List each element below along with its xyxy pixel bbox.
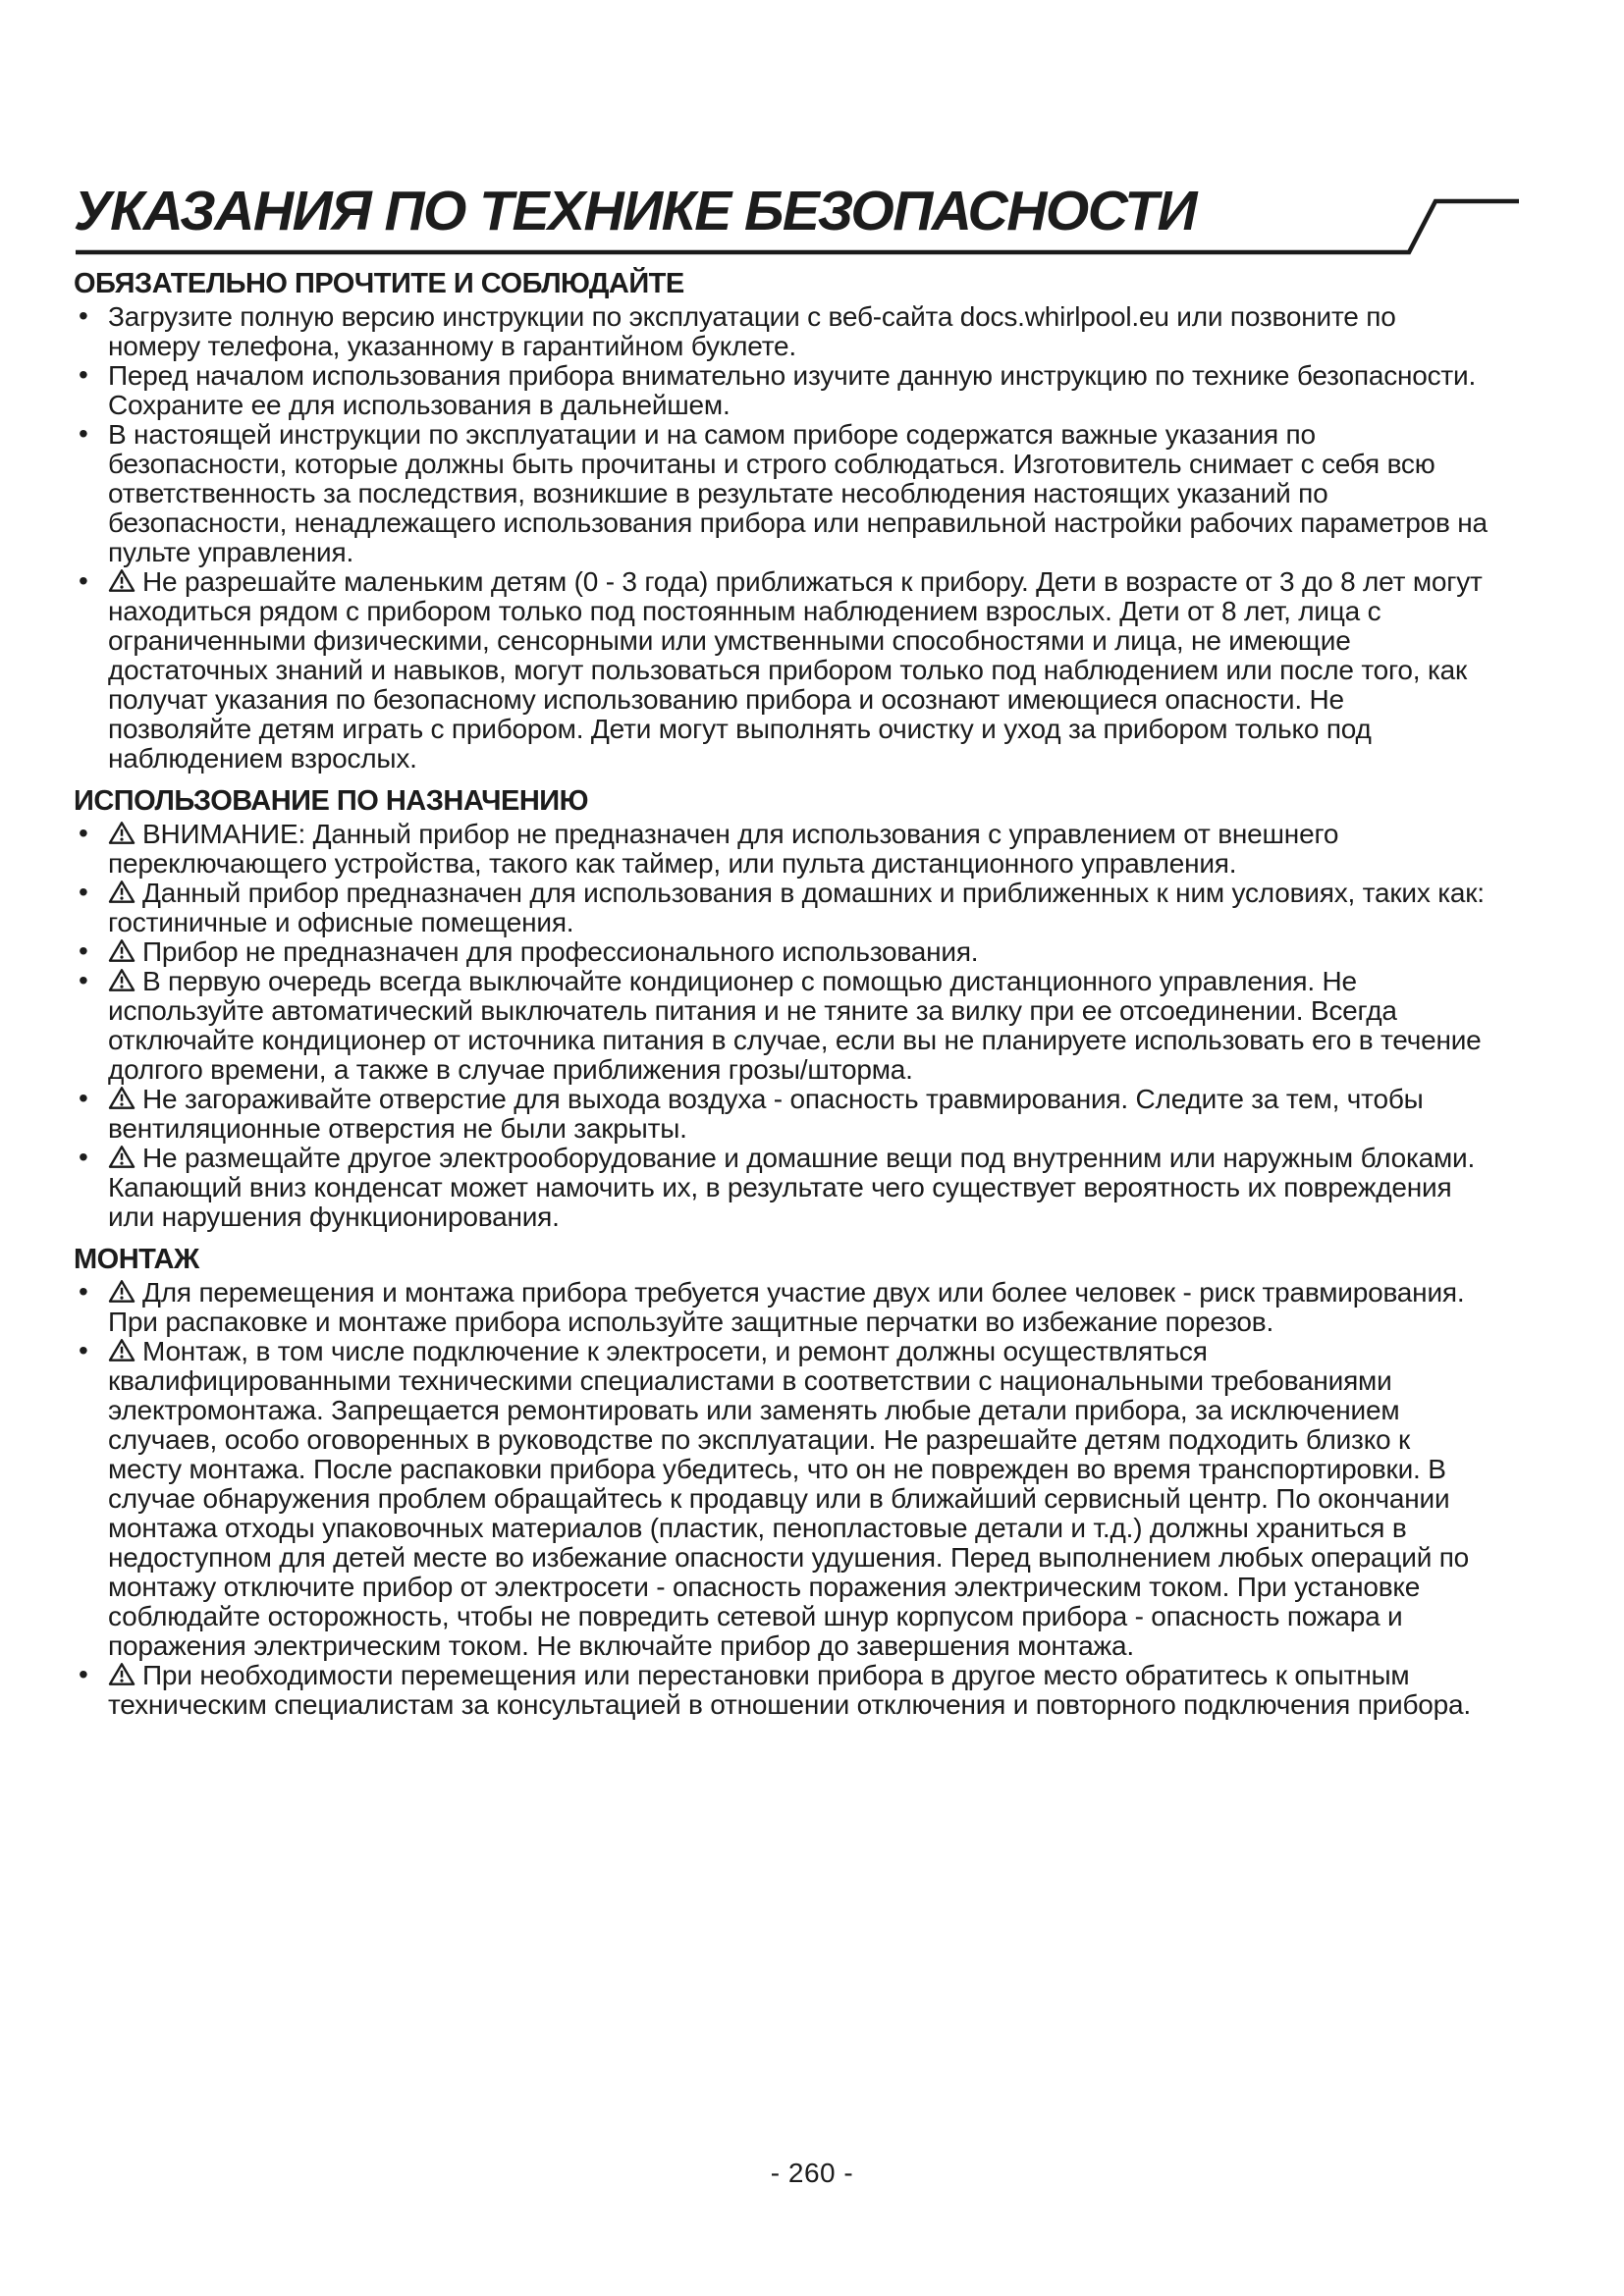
list-item <box>74 937 1488 967</box>
bullet-text: Не разрешайте маленьким детям (0 - 3 года) приближаться к прибору. Дети в возрасте от 3 до 8 лет могут находиться рядом с прибором только под постоянным наблюдением взрослых. Дети от 8 лет, лица с ограниченными физическими, сенсорными или умственными способностями и лица, не имеющие достаточных знаний и навыков, могут пользоваться прибором только под наблюдением или после того, как получат указания по безопасному использованию прибора и осознают имеющиеся опасности. Не позволяйте детям играть с прибором. Дети могут выполнять очистку и уход за прибором только под наблюдением взрослых. <box>108 566 1483 774</box>
list-item <box>74 879 1488 937</box>
bullet-text: Не загораживайте отверстие для выхода воздуха - опасность травмирования. Следите за тем, чтобы вентиляционные отверстия не были закрыты. <box>108 1084 1424 1144</box>
warning-icon <box>108 938 135 963</box>
list-item <box>74 1337 1488 1661</box>
warning-icon <box>108 1662 135 1686</box>
title-block <box>74 180 1488 260</box>
bullet-text: В первую очередь всегда выключайте кондиционер с помощью дистанционного управления. Не используйте автоматический выключатель питания и не тяните за вилку при ее отсоединении. Всегда отключайте кондиционер от источника питания в случае, если вы не планируете использовать его в течение долгого времени, а также в случае приближения грозы/шторма. <box>108 966 1482 1085</box>
bullet-list-intended-use <box>74 820 1488 1232</box>
bullet-text: Загрузите полную версию инструкции по эксплуатации с веб-сайта docs.whirlpool.eu или позвоните по номеру телефона, указанному в гарантийном буклете. <box>108 301 1396 361</box>
warning-icon <box>108 1145 135 1169</box>
page-number: - 260 - <box>770 2158 854 2188</box>
list-item <box>74 1144 1488 1232</box>
list-item <box>74 1278 1488 1337</box>
bullet-text: Перед началом использования прибора внимательно изучите данную инструкцию по технике безопасности. Сохраните ее для использования в дальнейшем. <box>108 360 1477 420</box>
bullet-text: Не размещайте другое электрооборудование и домашние вещи под внутренним или наружным блоками. Капающий вниз конденсат может намочить их, в результате чего существует вероятность их повреждения или нарушения функционирования. <box>108 1143 1476 1232</box>
list-item <box>74 302 1488 361</box>
bullet-list-installation <box>74 1278 1488 1720</box>
list-item <box>74 1085 1488 1144</box>
warning-icon <box>108 821 135 845</box>
warning-icon <box>108 968 135 992</box>
page-title: УКАЗАНИЯ ПО ТЕХНИКЕ БЕЗОПАСНОСТИ <box>74 180 1197 242</box>
warning-icon <box>108 568 135 593</box>
warning-icon <box>108 1086 135 1110</box>
page-content <box>74 180 1488 1720</box>
list-item <box>74 420 1488 567</box>
warning-icon <box>108 1338 135 1362</box>
bullet-text: Для перемещения и монтажа прибора требуется участие двух или более человек - риск травмирования. При распаковке и монтаже прибора используйте защитные перчатки во избежание порезов. <box>108 1277 1465 1337</box>
bullet-text: Прибор не предназначен для профессионального использования. <box>142 936 979 967</box>
bullet-text: В настоящей инструкции по эксплуатации и на самом приборе содержатся важные указания по безопасности, которые должны быть прочитаны и строго соблюдаться. Изготовитель снимает с себя всю ответственность за последствия, возникшие в результате несоблюдения настоящих указаний по безопасности, ненадлежащего использования прибора или неправильной настройки рабочих параметров на пульте управления. <box>108 419 1488 567</box>
list-item <box>74 1661 1488 1720</box>
list-item <box>74 567 1488 774</box>
list-item <box>74 820 1488 879</box>
list-item <box>74 361 1488 420</box>
bullet-text: Данный прибор предназначен для использования в домашних и приближенных к ним условиях, таких как: гостиничные и офисные помещения. <box>108 878 1485 937</box>
bullet-list-read-and-follow <box>74 302 1488 774</box>
section-heading-intended-use: ИСПОЛЬЗОВАНИЕ ПО НАЗНАЧЕНИЮ <box>74 785 589 817</box>
bullet-text: ВНИМАНИЕ: Данный прибор не предназначен для использования с управлением от внешнего переключающего устройства, такого как таймер, или пульта дистанционного управления. <box>108 819 1339 879</box>
section-heading-installation: МОНТАЖ <box>74 1244 199 1275</box>
bullet-text: При необходимости перемещения или перестановки прибора в другое место обратитесь к опытным техническим специалистам за консультацией в отношении отключения и повторного подключения прибора. <box>108 1660 1472 1720</box>
warning-icon <box>108 1279 135 1304</box>
bullet-text: Монтаж, в том числе подключение к электросети, и ремонт должны осуществляться квалифицированными техническими специалистами в соответствии с национальными требованиями электромонтажа. Запрещается ремонтировать или заменять любые детали прибора, за исключением случаев, особо оговоренных в руководстве по эксплуатации. Не разрешайте детям подходить близко к месту монтажа. После распаковки прибора убедитесь, что он не поврежден во время транспортировки. В случае обнаружения проблем обращайтесь к продавцу или в ближайший сервисный центр. По окончании монтажа отходы упаковочных материалов (пластик, пенопластовые детали и т.д.) должны храниться в недоступном для детей месте во избежание опасности удушения. Перед выполнением любых операций по монтажу отключите прибор от электросети - опасность поражения электрическим током. При установке соблюдайте осторожность, чтобы не повредить сетевой шнур корпусом прибора - опасность пожара и поражения электрическим током. Не включайте прибор до завершения монтажа. <box>108 1336 1470 1661</box>
list-item <box>74 967 1488 1085</box>
section-heading-read-and-follow: ОБЯЗАТЕЛЬНО ПРОЧТИТЕ И СОБЛЮДАЙТЕ <box>74 268 684 299</box>
warning-icon <box>108 880 135 904</box>
